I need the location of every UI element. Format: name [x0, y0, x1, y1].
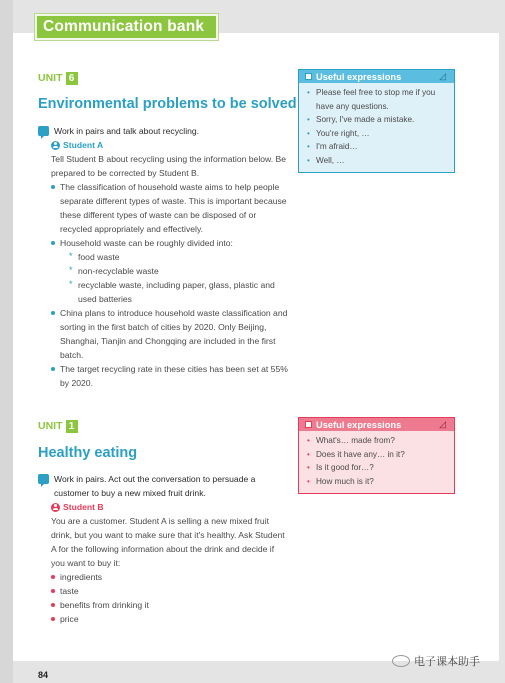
sub-list-item: * recyclable waste, including paper, glass, plastic and used batteries [69, 279, 275, 304]
checkbox-square-icon [305, 421, 312, 428]
unit-1-label [38, 420, 78, 433]
expression-item [307, 154, 448, 168]
unit-6-title: Environmental problems to be solved [38, 96, 297, 112]
bullet-icon [51, 311, 55, 315]
bullet-icon [51, 603, 55, 607]
bullet-icon: • [307, 436, 310, 445]
bullet-icon: • [307, 476, 310, 486]
box-title: Useful expressions [316, 71, 402, 82]
watermark-text: 电子课本助手 [414, 656, 480, 668]
list-item [51, 598, 288, 612]
task-heading [38, 124, 288, 138]
task-intro: Tell Student B about recycling using the information below. Be prepared to be corrected by Student B. [51, 154, 287, 178]
task-heading [38, 472, 288, 500]
list-item-text: The target recycling rate in these cities has been set at 55% by 2020. [60, 364, 288, 388]
speech-bubble-icon [38, 126, 49, 136]
expressions-list [299, 83, 454, 172]
bullet-icon: • [307, 463, 310, 472]
list-item-text: benefits from drinking it [60, 600, 149, 610]
checkbox-square-icon [305, 73, 312, 80]
info-list [51, 570, 288, 626]
student-name: Student A [63, 140, 104, 150]
bullet-icon: • [307, 115, 310, 124]
unit-6-label [38, 72, 78, 85]
bullet-icon: • [307, 155, 310, 165]
list-item-text: price [60, 614, 79, 624]
useful-expressions-box-unit-6 [298, 69, 455, 173]
list-item-text: The classification of household waste aims to help people separate different types of waste. This is important because these different types of waste can be disposed of or recycled appropriately and effectively. [60, 182, 287, 234]
sub-list-item: * non-recyclable waste [69, 265, 159, 276]
box-title: Useful expressions [316, 419, 402, 430]
sub-list-text: non-recyclable waste [78, 266, 159, 276]
useful-expressions-box-unit-1 [298, 417, 455, 494]
sub-list-text: food waste [78, 252, 120, 262]
expression-text: What's… made from? [316, 436, 395, 445]
expression-item [307, 461, 448, 475]
bullet-icon: • [307, 128, 310, 138]
sub-list-item: * food waste [69, 251, 120, 262]
box-header [299, 418, 454, 431]
student-b-label [51, 500, 288, 514]
list-item-text: Household waste can be roughly divided into: [60, 238, 233, 248]
expression-text: I'm afraid… [316, 142, 358, 151]
expression-text: Is it good for…? [316, 463, 374, 472]
bullet-icon: • [307, 142, 310, 151]
pen-triangle-icon: ◿ [439, 419, 446, 429]
task-intro: You are a customer. Student A is selling a new mixed fruit drink, but you want to make sure that it's healthy. Ask Student A for the following information about the drink and decide if you want to buy it: [51, 516, 285, 568]
expressions-list [299, 431, 454, 493]
list-item [51, 362, 288, 390]
list-item-text: China plans to introduce household waste classification and sorting in the first batch of cities by 2020. Only Beijing, Shanghai, Tianjin and Chongqing are included in the first batch. [60, 308, 288, 360]
section-banner: Communication bank [35, 14, 218, 40]
task-instruction: Work in pairs. Act out the conversation to persuade a customer to buy a new mixed fruit drink. [54, 474, 256, 498]
page-gutter [0, 0, 13, 683]
unit-1-title: Healthy eating [38, 445, 138, 461]
watermark [392, 653, 480, 669]
expression-item [307, 140, 448, 154]
bullet-icon: • [307, 88, 310, 97]
list-item [51, 584, 288, 598]
unit-number-badge: 6 [66, 72, 78, 85]
list-item [51, 236, 288, 306]
list-item [51, 570, 288, 584]
expression-item [307, 86, 448, 113]
expression-item [307, 448, 448, 462]
person-icon [51, 141, 60, 150]
speech-bubble-icon [38, 474, 49, 484]
pen-triangle-icon: ◿ [439, 71, 446, 81]
expression-item [307, 434, 448, 448]
task-instruction: Work in pairs and talk about recycling. [54, 126, 200, 136]
bullet-icon [51, 589, 55, 593]
unit-label-text: UNIT [38, 420, 63, 432]
fact-list [51, 180, 288, 390]
expression-text: Sorry, I've made a mistake. [316, 115, 415, 124]
bullet-icon [51, 241, 55, 245]
box-header [299, 70, 454, 83]
person-icon [51, 503, 60, 512]
expression-item [307, 113, 448, 127]
bullet-icon [51, 185, 55, 189]
list-item-text: ingredients [60, 572, 103, 582]
unit-number-badge: 1 [66, 420, 78, 433]
unit-6-task [38, 124, 288, 390]
expression-text: Well, … [316, 155, 345, 165]
page-number: 84 [38, 670, 49, 680]
expression-text: You're right, … [316, 128, 370, 138]
list-item [51, 612, 288, 626]
wechat-icon [392, 655, 410, 667]
sub-list-text: recyclable waste, including paper, glass, plastic and used batteries [78, 280, 275, 304]
waste-type-list [69, 250, 288, 306]
unit-1-task [38, 472, 288, 626]
expression-text: Does it have any… in it? [316, 449, 405, 459]
student-name: Student B [63, 502, 104, 512]
bullet-icon [51, 617, 55, 621]
bullet-icon [51, 575, 55, 579]
expression-item [307, 475, 448, 489]
list-item [51, 180, 288, 236]
expression-item [307, 127, 448, 141]
bullet-icon [51, 367, 55, 371]
student-a-label [51, 138, 288, 152]
list-item-text: taste [60, 586, 79, 596]
list-item [51, 306, 288, 362]
bullet-icon: • [307, 449, 310, 459]
unit-label-text: UNIT [38, 72, 63, 84]
expression-text: Please feel free to stop me if you have any questions. [316, 88, 436, 111]
expression-text: How much is it? [316, 476, 374, 486]
